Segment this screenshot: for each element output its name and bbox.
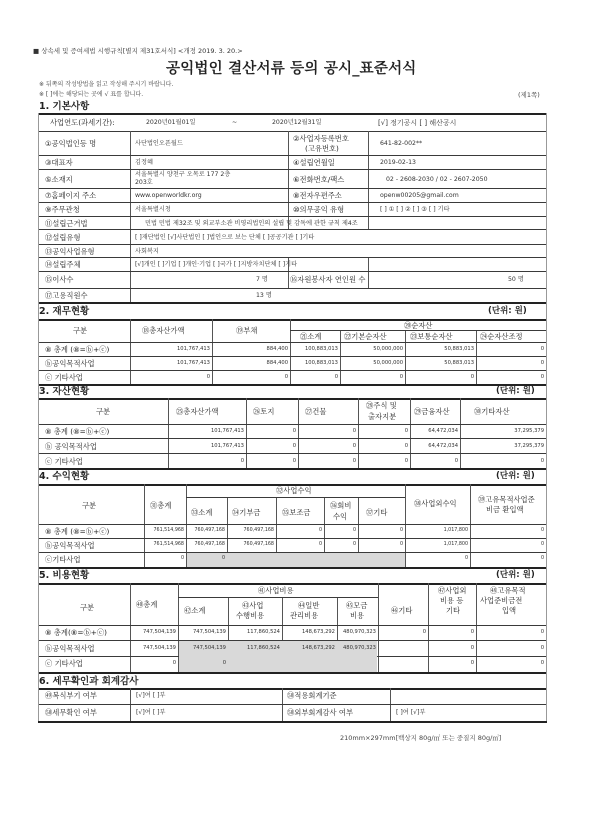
hp-label: ⑦홈페이지 주소: [45, 191, 97, 200]
income-row-label: ⑧ 총계 (⑧=ⓑ+ⓒ): [45, 527, 110, 536]
expense-row-label: ⓑ공익목적사업: [45, 643, 95, 653]
est: 2019-02-13: [380, 159, 416, 166]
income-cell: 1,017,800: [443, 528, 468, 533]
tax-check-value: [√]여 [ ]부: [136, 709, 166, 716]
asset-h-stocks: ㉘주식 및: [366, 401, 397, 410]
income-cell: 760,497,168: [194, 542, 225, 547]
external-audit-value: [ ]여 [√]부: [396, 709, 426, 716]
expense-cell: 0: [470, 644, 474, 651]
office-label: ⑨주무관청: [45, 205, 80, 214]
form-law-reference: ■ 상속세 및 증여세법 시행규칙[별지 제31호서식] <개정 2019. 3. 20.>: [33, 47, 243, 55]
section-basic-title: 1. 기본사항: [39, 101, 90, 112]
asset-cell: 37,295,379: [514, 443, 544, 449]
checkbox-note: ※ [ ]에는 해당되는 곳에 √ 표를 합니다.: [39, 91, 144, 98]
bizno-label-2: (고유번호): [305, 144, 339, 153]
section-finance-title: 2. 재무현황: [39, 306, 90, 317]
expense-h-other: ㊻기타: [391, 606, 413, 615]
asset-cell: 0: [240, 458, 244, 464]
asset-h-building: ㉗건물: [305, 407, 327, 416]
finance-h-net-assets: ⑳순자산: [404, 321, 433, 330]
income-row-label: ⓒ기타사업: [45, 555, 81, 564]
section-audit-title: 6. 세무확인과 회계감사: [39, 676, 139, 687]
biz: 사회복지: [135, 248, 159, 255]
expense-h-nonbiz-2: 비용 등: [440, 596, 464, 605]
income-h-subsidy: ㉟보조금: [282, 508, 311, 517]
addr1: 서울특별시 양천구 오목로 177 2층: [135, 171, 231, 178]
income-h-total: ㉛총계: [150, 501, 172, 510]
asset-cell: 0: [454, 458, 458, 464]
paper-size-footer: 210mm×297mm[백상지 80g/㎡ 또는 중질지 80g/㎡]: [340, 734, 502, 742]
expense-cell: 747,504,139: [142, 644, 176, 651]
asset-cell: 0: [292, 443, 296, 449]
income-cell: 761,514,968: [153, 528, 184, 533]
emp-label: ⑯자원봉사자 연인원 수: [290, 275, 366, 284]
expense-h-general-2: 관리비용: [290, 611, 319, 620]
finance-h-subtotal: ㉑소계: [300, 332, 322, 341]
asset-h-total: ㉕총자산가액: [176, 407, 219, 416]
page-number: (제1쪽): [518, 91, 540, 99]
finance-unit: (단위: 원): [488, 306, 527, 316]
income-cell: 0: [352, 542, 356, 547]
asset-cell: 0: [404, 458, 408, 464]
income-unit: (단위: 원): [496, 471, 535, 481]
law-label: ⑪설립근거법: [45, 219, 88, 228]
accounting-std-label: ㊿적용회계기준: [287, 691, 337, 700]
expense-h-nonbiz-3: 기타: [446, 606, 461, 615]
finance-cell: 884,400: [266, 346, 288, 352]
income-cell: 0: [464, 556, 468, 561]
expense-cell: 0: [470, 660, 474, 666]
addr2: 203호: [135, 179, 153, 186]
finance-cell: 50,000,000: [373, 346, 403, 352]
finance-cell: 0: [540, 374, 544, 380]
asset-row-label: ⓑ 공익목적사업: [45, 442, 97, 451]
income-cell: 760,497,168: [194, 528, 225, 533]
biz-label: ⑬공익사업유형: [45, 247, 95, 256]
expense-h-biz: ㊶사업비용: [258, 586, 294, 595]
sub-label: ⑭설립주체: [45, 260, 81, 269]
asset-cell: 0: [292, 428, 296, 434]
expense-h-reserve-3: 입액: [502, 606, 517, 615]
expense-h-total: ㊵총계: [136, 600, 158, 609]
asset-cell: 0: [352, 458, 356, 464]
income-cell: 0: [540, 556, 544, 561]
section-asset-title: 3. 자산현황: [39, 386, 90, 397]
email-label: ⑧전자우편주소: [293, 191, 342, 200]
asset-cell: 0: [404, 443, 408, 449]
tel: 02 - 2608-2030 / 02 - 2607-2050: [386, 176, 488, 183]
asset-cell: 101,767,413: [210, 428, 244, 434]
expense-row-label: ⑧ 총계(⑧=ⓑ+ⓒ): [45, 628, 108, 637]
fiscal-dash: ~: [232, 119, 238, 126]
tax-check-label: ㊿세무확인 여부: [45, 708, 97, 717]
bookkeeping-label: ㊾복식부기 여부: [45, 691, 97, 700]
expense-row-label: ⓒ 기타사업: [45, 659, 83, 668]
finance-h-gubun: 구분: [73, 326, 88, 335]
asset-row-label: ⑧ 총계 (⑧=ⓑ+ⓒ): [45, 427, 110, 436]
expense-h-perform-2: 수행비용: [236, 611, 265, 620]
bookkeeping-value: [√]여 [ ]부: [136, 692, 166, 699]
expense-cell: 148,673,292: [301, 644, 335, 651]
finance-cell: 0: [334, 374, 338, 380]
finance-cell: 101,767,413: [176, 360, 210, 366]
finance-row-label: ⓒ 기타사업: [45, 373, 83, 382]
asset-cell: 0: [540, 458, 544, 464]
asset-unit: (단위: 원): [496, 386, 535, 396]
expense-cell: 747,504,139: [192, 629, 226, 635]
rep-label: ③대표자: [45, 158, 73, 167]
expense-h-subtotal: ㊷소계: [184, 606, 206, 615]
expense-cell: 480,970,323: [342, 644, 376, 651]
expense-cell: 0: [540, 660, 544, 666]
income-cell: 0: [318, 528, 322, 533]
est-label: ④설립연월일: [293, 158, 335, 167]
income-h-biz: ㉜사업수익: [276, 486, 312, 495]
asset-cell: 101,767,413: [210, 443, 244, 449]
finance-h-total-assets: ⑱총자산가액: [142, 326, 185, 335]
external-audit-label: ㊿외부회계감사 여부: [287, 708, 354, 717]
income-cell: 0: [221, 556, 225, 561]
income-h-donation: ㉞기부금: [232, 508, 261, 517]
expense-cell: 747,504,139: [192, 644, 226, 651]
income-cell: 0: [352, 528, 356, 533]
expense-cell: 0: [222, 660, 226, 666]
board: 7 명: [256, 276, 268, 283]
finance-h-ordinary: ㉓보통순자산: [410, 332, 453, 341]
income-cell: 0: [399, 542, 403, 547]
income-h-reserve: ㊴고유목적사업준: [478, 495, 535, 504]
asset-cell: 0: [352, 443, 356, 449]
expense-h-fundraise: ㊺모금: [346, 601, 368, 610]
finance-cell: 884,400: [266, 360, 288, 366]
income-cell: 0: [540, 528, 544, 533]
finance-cell: 0: [206, 374, 210, 380]
emp: 50 명: [508, 276, 524, 283]
expense-cell: 0: [422, 629, 426, 635]
finance-cell: 0: [399, 374, 403, 380]
expense-cell: 117,860,524: [246, 629, 280, 635]
finance-cell: 100,883,013: [304, 346, 338, 352]
asset-cell: 64,472,034: [428, 428, 458, 434]
finance-h-adjust: ㉔순자산조정: [480, 332, 523, 341]
corp-name-label: ①공익법인등 명: [45, 139, 97, 148]
corp-name: 사단법인오픈월드: [135, 140, 183, 147]
income-cell: 0: [399, 528, 403, 533]
disclosure-type: [√] 정기공시 [ ] 해산공시: [378, 119, 457, 127]
expense-cell: 480,970,323: [342, 629, 376, 635]
income-cell: 760,497,168: [243, 528, 274, 533]
asset-h-financial: ㉙금융자산: [414, 407, 450, 416]
staff: 13 명: [256, 292, 272, 299]
finance-cell: 0: [540, 346, 544, 352]
asset-cell: 37,295,379: [514, 428, 544, 434]
asset-h-stocks-2: 출자지분: [368, 412, 397, 421]
finance-cell: 101,767,413: [176, 346, 210, 352]
type-label: ⑫설립유형: [45, 233, 81, 242]
income-cell: 0: [540, 542, 544, 547]
finance-h-basic: ㉒기본순자산: [344, 332, 387, 341]
bizno: 641-82-002**: [380, 140, 423, 147]
finance-cell: 100,883,013: [304, 360, 338, 366]
income-h-nonbiz: ㊳사업외수익: [414, 499, 457, 508]
expense-cell: 0: [172, 660, 176, 666]
finance-row-label: ⓑ공익목적사업: [45, 359, 95, 368]
asset-h-land: ㉖토지: [253, 407, 275, 416]
duty: [ ] ① [ ] ② [ ] ③ [ ] 기타: [380, 206, 450, 213]
law: 민법 민법 제32조 및 외교부소관 비영리법인의 설립 및 감독에 관한 규칙 제4조: [145, 220, 358, 227]
finance-cell: 0: [470, 374, 474, 380]
income-cell: 1,017,800: [443, 542, 468, 547]
income-h-reserve-2: 비금 환입액: [486, 505, 524, 514]
fiscal-label: 사업연도(과세기간):: [50, 118, 115, 127]
bizno-label: ②사업자등록번호: [293, 134, 349, 143]
asset-h-other: ㉚기타자산: [474, 407, 510, 416]
instruction-note: ※ 뒤쪽의 작성방법을 읽고 작성해 주시기 바랍니다.: [39, 81, 174, 88]
fiscal-from: 2020년01월01일: [146, 119, 196, 126]
fiscal-to: 2020년12월31일: [272, 119, 322, 126]
income-h-gubun: 구분: [82, 501, 97, 510]
sub: [√]개인 [ ]기업 [ ]개인·기업 [ ]국가 [ ]지방자치단체 [ ]기타: [135, 261, 298, 268]
expense-h-reserve: ㊽고유목적: [490, 586, 526, 595]
expense-h-reserve-2: 사업준비금전: [480, 596, 523, 605]
finance-cell: 50,883,013: [444, 360, 474, 366]
section-income-title: 4. 수익현황: [39, 471, 90, 482]
expense-cell: 0: [540, 644, 544, 651]
income-cell: 0: [318, 542, 322, 547]
income-row-label: ⓑ공익목적사업: [45, 541, 95, 550]
finance-h-liabilities: ⑲부채: [236, 326, 258, 335]
finance-cell: 50,883,013: [444, 346, 474, 352]
expense-h-gubun: 구분: [80, 603, 95, 612]
asset-h-gubun: 구분: [96, 407, 111, 416]
office: 서울특별시청: [135, 206, 171, 213]
finance-cell: 0: [284, 374, 288, 380]
expense-cell: 117,860,524: [246, 644, 280, 651]
asset-cell: 0: [404, 428, 408, 434]
income-h-fee: ㊱회비: [330, 501, 352, 510]
income-cell: 760,497,168: [243, 542, 274, 547]
expense-cell: 747,504,139: [142, 629, 176, 635]
income-h-other: ㊲기타: [366, 508, 388, 517]
asset-cell: 0: [352, 428, 356, 434]
section-expense-title: 5. 비용현황: [39, 570, 90, 581]
finance-cell: 0: [540, 360, 544, 366]
rep: 김정혜: [135, 159, 153, 166]
asset-cell: 64,472,034: [428, 443, 458, 449]
duty-label: ⑩의무공익 유형: [293, 205, 345, 214]
board-label: ⑮이사수: [45, 275, 74, 284]
expense-h-fundraise-2: 비용: [350, 611, 365, 620]
expense-cell: 148,673,292: [301, 629, 335, 635]
type: [ ]재단법인 [√]사단법인 [ ]법인으로 보는 단체 [ ]공공기관 [ ]기타: [135, 234, 315, 241]
expense-unit: (단위: 원): [496, 570, 535, 580]
addr-label: ⑤소재지: [45, 175, 73, 184]
page-title: 공익법인 결산서류 등의 공시_표준서식: [166, 61, 417, 77]
staff-label: ⑰고용직원수: [45, 291, 88, 300]
expense-h-nonbiz: ㊼사업외: [438, 586, 467, 595]
income-h-subtotal: ㉝소계: [191, 508, 213, 517]
hp: www.openworldkr.org: [135, 192, 202, 199]
asset-cell: 0: [292, 458, 296, 464]
expense-h-perform: ㊸사업: [242, 601, 264, 610]
tel-label: ⑥전화번호/팩스: [293, 175, 345, 184]
expense-h-general: ㊹일반: [298, 601, 320, 610]
income-h-fee-2: 수익: [333, 512, 348, 521]
asset-row-label: ⓒ 기타사업: [45, 457, 83, 466]
income-cell: 0: [180, 556, 184, 561]
expense-cell: 0: [470, 629, 474, 635]
expense-cell: 0: [540, 629, 544, 635]
income-cell: 761,514,968: [153, 542, 184, 547]
email: openw00205@gmail.com: [380, 192, 459, 199]
finance-row-label: ⑧ 총계 (⑧=ⓑ+ⓒ): [45, 345, 110, 354]
finance-cell: 50,000,000: [373, 360, 403, 366]
